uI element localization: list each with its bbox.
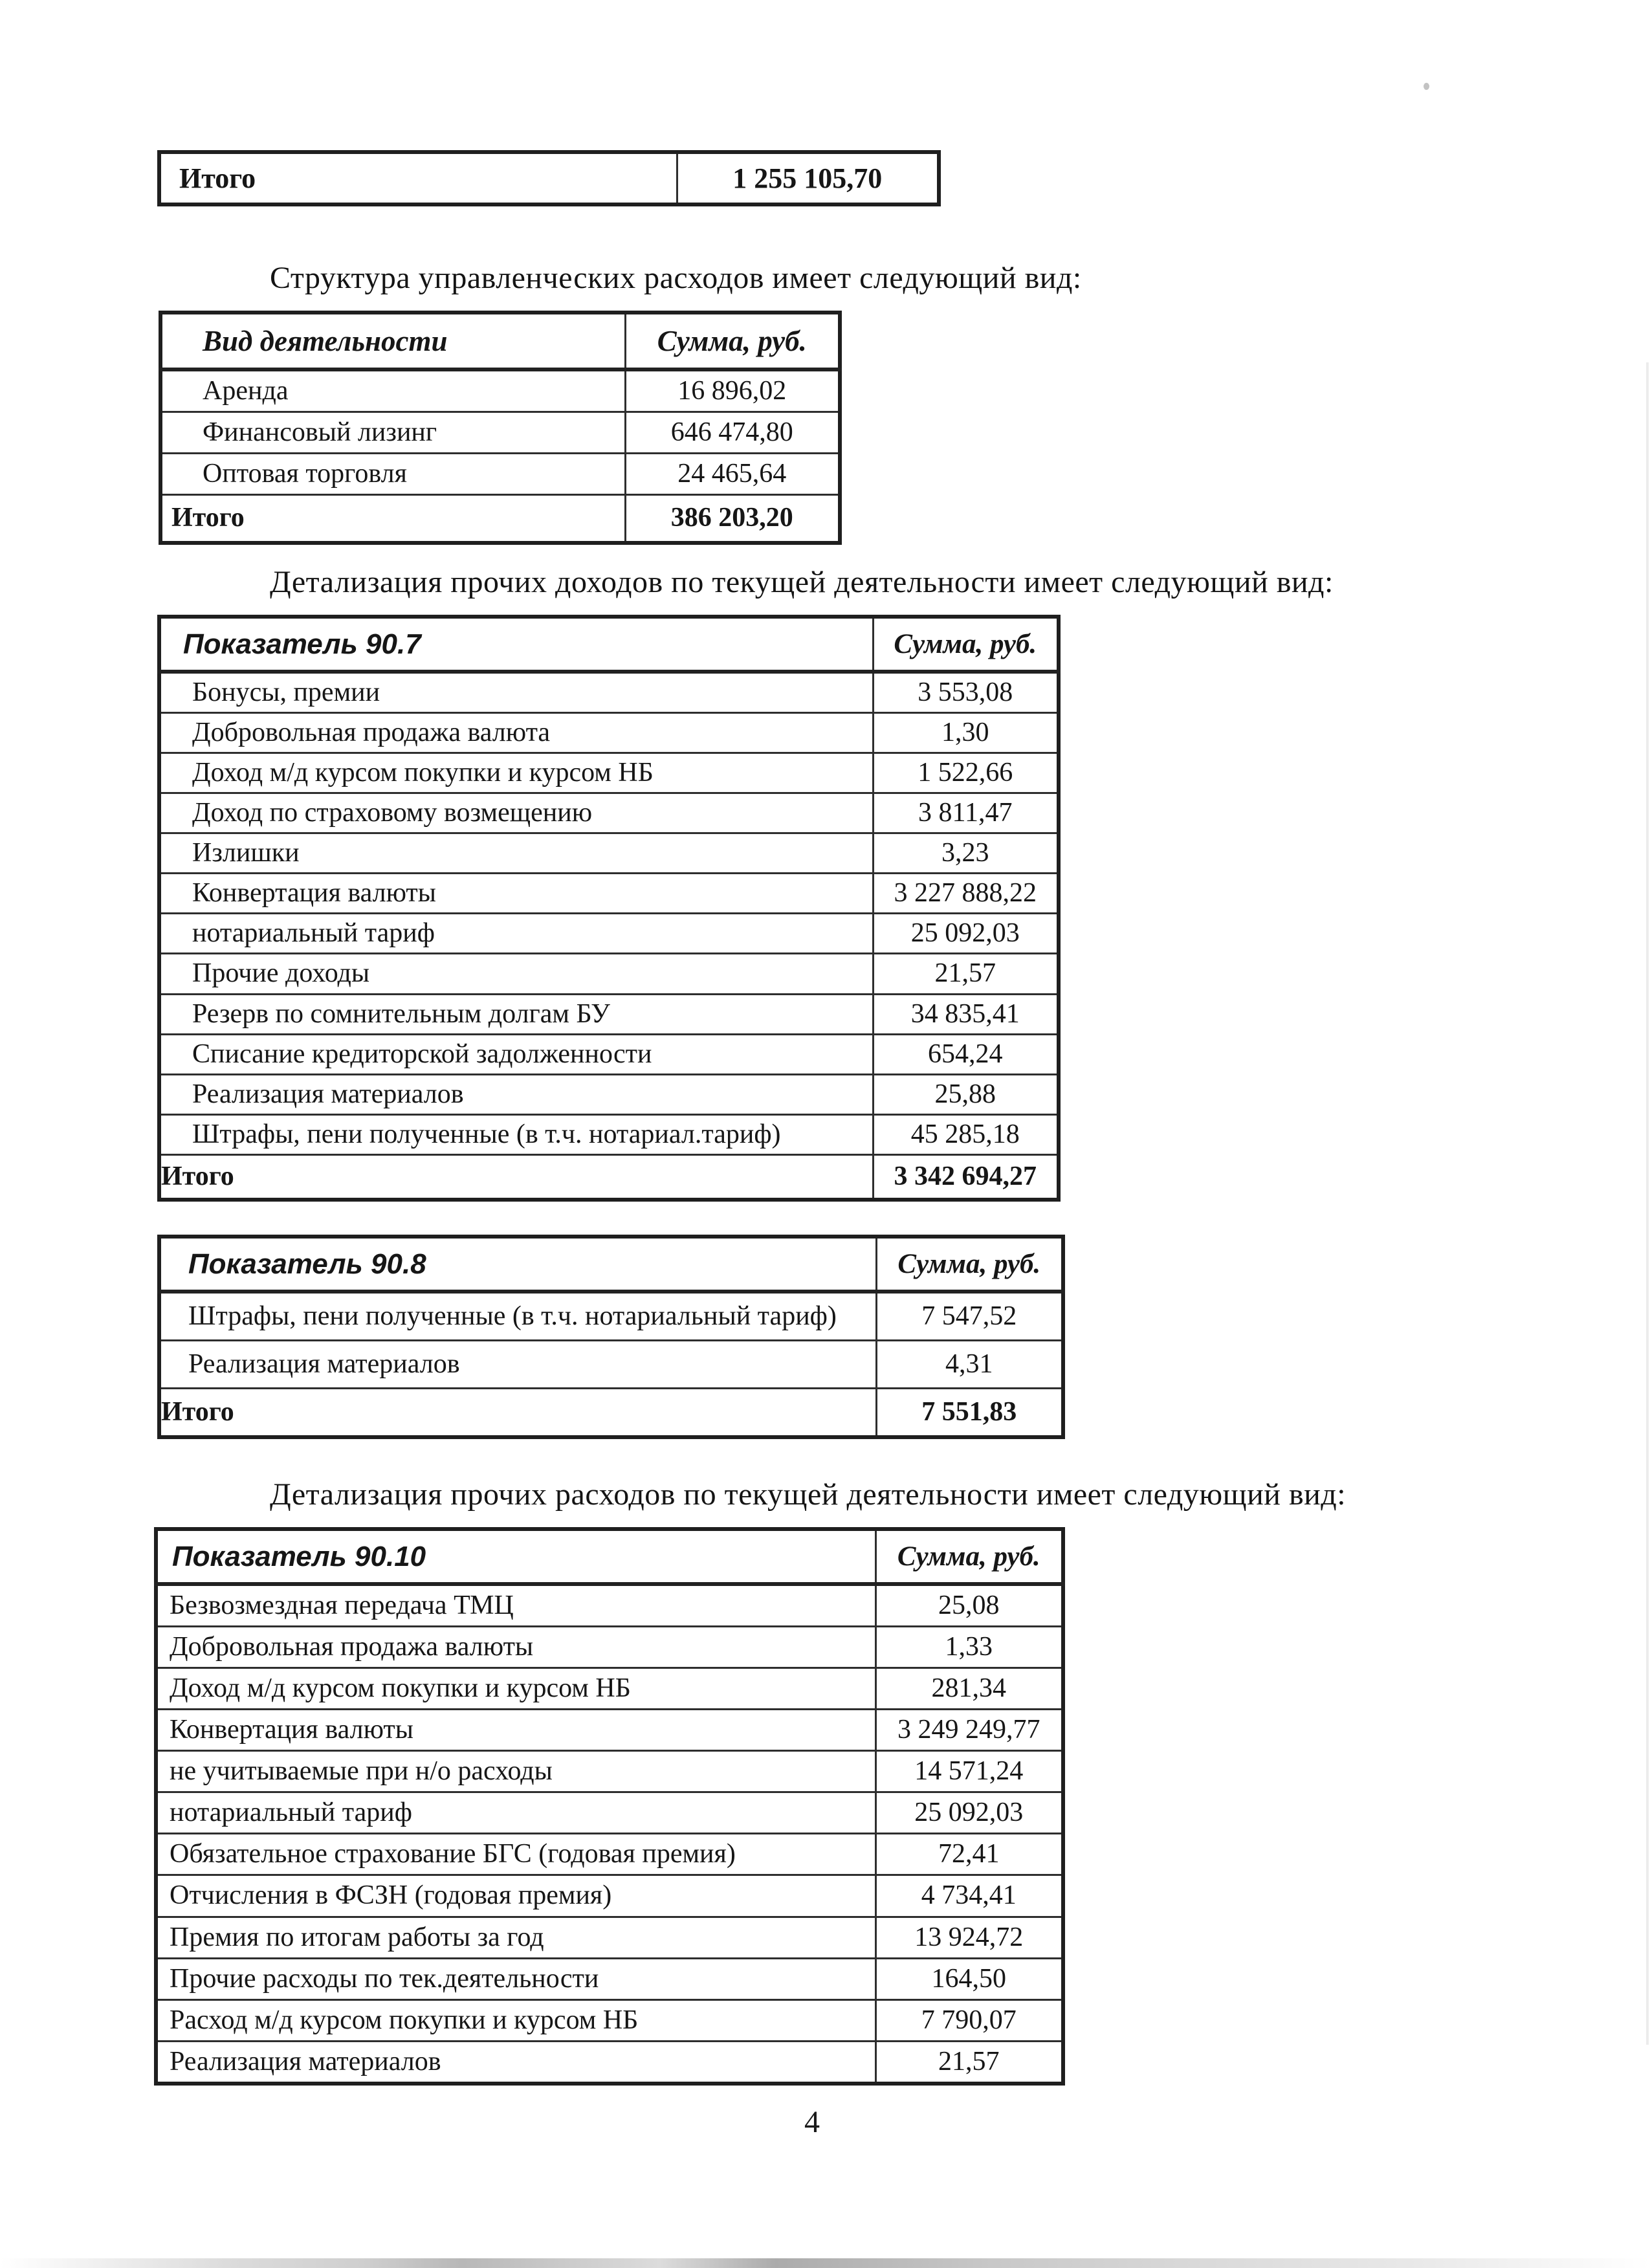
row-value-cell: 45 285,18 [873, 1114, 1059, 1154]
row-label-cell: нотариальный тариф [159, 914, 873, 954]
row-label-cell: Премия по итогам работы за год [156, 1917, 875, 1958]
table-body [160, 369, 840, 495]
total-label-cell: Итого [159, 1389, 876, 1438]
page-number: 4 [804, 2105, 820, 2139]
row-label-cell: Штрафы, пени полученные (в т.ч. нотариальный тариф) [159, 1292, 876, 1341]
indicator-907-table [157, 615, 1061, 1202]
table-body [159, 672, 1059, 1154]
column-header-amount: Сумма, руб. [625, 313, 840, 369]
row-value-cell: 646 474,80 [625, 412, 840, 454]
paragraph-admin-expenses: Структура управленческих расходов имеет следующий вид: [270, 261, 1082, 295]
table-header-row [160, 313, 840, 369]
table-total-row [160, 495, 840, 543]
table-row [160, 454, 840, 495]
row-label-cell: Отчисления в ФСЗН (годовая премия) [156, 1875, 875, 1917]
column-header-indicator: Показатель 90.7 [159, 617, 873, 672]
row-value-cell: 3 227 888,22 [873, 874, 1059, 914]
row-label-cell: Добровольная продажа валюты [156, 1627, 875, 1668]
row-label-cell: Обязательное страхование БГС (годовая премия) [156, 1834, 875, 1875]
row-value-cell: 34 835,41 [873, 994, 1059, 1034]
carryover-total-table [157, 150, 941, 206]
total-value-cell: 3 342 694,27 [873, 1154, 1059, 1200]
row-value-cell: 654,24 [873, 1034, 1059, 1074]
row-value-cell: 25,08 [875, 1584, 1063, 1627]
total-value-cell: 1 255 105,70 [677, 152, 939, 204]
row-value-cell: 281,34 [875, 1668, 1063, 1710]
table-total-row [159, 1389, 1063, 1438]
row-label-cell: Расход м/д курсом покупки и курсом НБ [156, 1999, 875, 2041]
row-label-cell: Безвозмездная передача ТМЦ [156, 1584, 875, 1627]
table-row [159, 793, 1059, 833]
table-row [159, 994, 1059, 1034]
table-row [159, 874, 1059, 914]
table-header-row [159, 617, 1059, 672]
paragraph-other-expenses: Детализация прочих расходов по текущей деятельности имеет следующий вид: [270, 1477, 1347, 1512]
row-value-cell: 7 547,52 [876, 1292, 1063, 1341]
row-label-cell: нотариальный тариф [156, 1792, 875, 1834]
scan-speck [1424, 83, 1429, 90]
row-label-cell: Доход м/д курсом покупки и курсом НБ [156, 1668, 875, 1710]
row-label-cell: Реализация материалов [159, 1074, 873, 1114]
row-label-cell: Бонусы, премии [159, 672, 873, 713]
table-row [160, 412, 840, 454]
row-value-cell: 72,41 [875, 1834, 1063, 1875]
table-row [160, 369, 840, 412]
table-row [159, 1341, 1063, 1389]
row-value-cell: 24 465,64 [625, 454, 840, 495]
table-row [159, 1074, 1059, 1114]
column-header-amount: Сумма, руб. [876, 1237, 1063, 1292]
row-value-cell: 3 811,47 [873, 793, 1059, 833]
admin-expenses-table [159, 311, 842, 545]
table-row [156, 1792, 1063, 1834]
total-label-cell: Итого [160, 495, 625, 543]
total-value-cell: 7 551,83 [876, 1389, 1063, 1438]
scan-bottom-artifact [0, 2258, 1650, 2268]
table-row [156, 1958, 1063, 1999]
table-header-row [156, 1529, 1063, 1584]
row-value-cell: 164,50 [875, 1958, 1063, 1999]
row-value-cell: 3 553,08 [873, 672, 1059, 713]
column-header-indicator: Показатель 90.8 [159, 1237, 876, 1292]
table-row [156, 1710, 1063, 1751]
table-row [156, 1875, 1063, 1917]
table-row [159, 1114, 1059, 1154]
total-label-cell: Итого [159, 1154, 873, 1200]
table-row [159, 152, 939, 204]
table-row [159, 833, 1059, 874]
row-label-cell: Реализация материалов [159, 1341, 876, 1389]
row-label-cell: Финансовый лизинг [160, 412, 625, 454]
row-value-cell: 4,31 [876, 1341, 1063, 1389]
row-value-cell: 14 571,24 [875, 1751, 1063, 1792]
scan-edge-shadow [1646, 362, 1649, 2045]
table-row [156, 1627, 1063, 1668]
column-header-activity: Вид деятельности [160, 313, 625, 369]
total-value-cell: 386 203,20 [625, 495, 840, 543]
table-row [156, 1668, 1063, 1710]
table-row [156, 1751, 1063, 1792]
table-row [159, 954, 1059, 994]
row-value-cell: 16 896,02 [625, 369, 840, 412]
row-value-cell: 21,57 [873, 954, 1059, 994]
table-row [159, 914, 1059, 954]
row-label-cell: Доход по страховому возмещению [159, 793, 873, 833]
row-label-cell: Доход м/д курсом покупки и курсом НБ [159, 753, 873, 793]
row-value-cell: 1,33 [875, 1627, 1063, 1668]
row-value-cell: 3 249 249,77 [875, 1710, 1063, 1751]
row-value-cell: 13 924,72 [875, 1917, 1063, 1958]
row-value-cell: 7 790,07 [875, 1999, 1063, 2041]
column-header-indicator: Показатель 90.10 [156, 1529, 875, 1584]
row-label-cell: Резерв по сомнительным долгам БУ [159, 994, 873, 1034]
indicator-908-table [157, 1235, 1065, 1439]
table-body [156, 1584, 1063, 2083]
row-label-cell: Излишки [159, 833, 873, 874]
row-value-cell: 4 734,41 [875, 1875, 1063, 1917]
table-body [159, 1292, 1063, 1389]
table-row [156, 1917, 1063, 1958]
row-label-cell: Прочие расходы по тек.деятельности [156, 1958, 875, 1999]
row-label-cell: Добровольная продажа валюта [159, 713, 873, 753]
row-value-cell: 21,57 [875, 2041, 1063, 2084]
table-row [159, 672, 1059, 713]
row-label-cell: Списание кредиторской задолженности [159, 1034, 873, 1074]
row-value-cell: 25,88 [873, 1074, 1059, 1114]
table-row [156, 1834, 1063, 1875]
row-value-cell: 25 092,03 [873, 914, 1059, 954]
table-row [159, 1034, 1059, 1074]
row-label-cell: Штрафы, пени полученные (в т.ч. нотариал.тариф) [159, 1114, 873, 1154]
row-label-cell: Аренда [160, 369, 625, 412]
total-label-cell: Итого [159, 152, 677, 204]
row-label-cell: Конвертация валюты [156, 1710, 875, 1751]
row-label-cell: Оптовая торговля [160, 454, 625, 495]
table-row [156, 1584, 1063, 1627]
table-total-row [159, 1154, 1059, 1200]
row-label-cell: Конвертация валюты [159, 874, 873, 914]
row-value-cell: 3,23 [873, 833, 1059, 874]
table-row [159, 713, 1059, 753]
row-value-cell: 1 522,66 [873, 753, 1059, 793]
table-row [156, 1999, 1063, 2041]
row-label-cell: Прочие доходы [159, 954, 873, 994]
table-header-row [159, 1237, 1063, 1292]
column-header-amount: Сумма, руб. [875, 1529, 1063, 1584]
table-row [156, 2041, 1063, 2084]
indicator-9010-table [154, 1527, 1065, 2086]
row-label-cell: не учитываемые при н/о расходы [156, 1751, 875, 1792]
table-row [159, 1292, 1063, 1341]
row-value-cell: 1,30 [873, 713, 1059, 753]
row-value-cell: 25 092,03 [875, 1792, 1063, 1834]
table-row [159, 753, 1059, 793]
paragraph-other-income: Детализация прочих доходов по текущей деятельности имеет следующий вид: [270, 565, 1334, 599]
column-header-amount: Сумма, руб. [873, 617, 1059, 672]
row-label-cell: Реализация материалов [156, 2041, 875, 2084]
